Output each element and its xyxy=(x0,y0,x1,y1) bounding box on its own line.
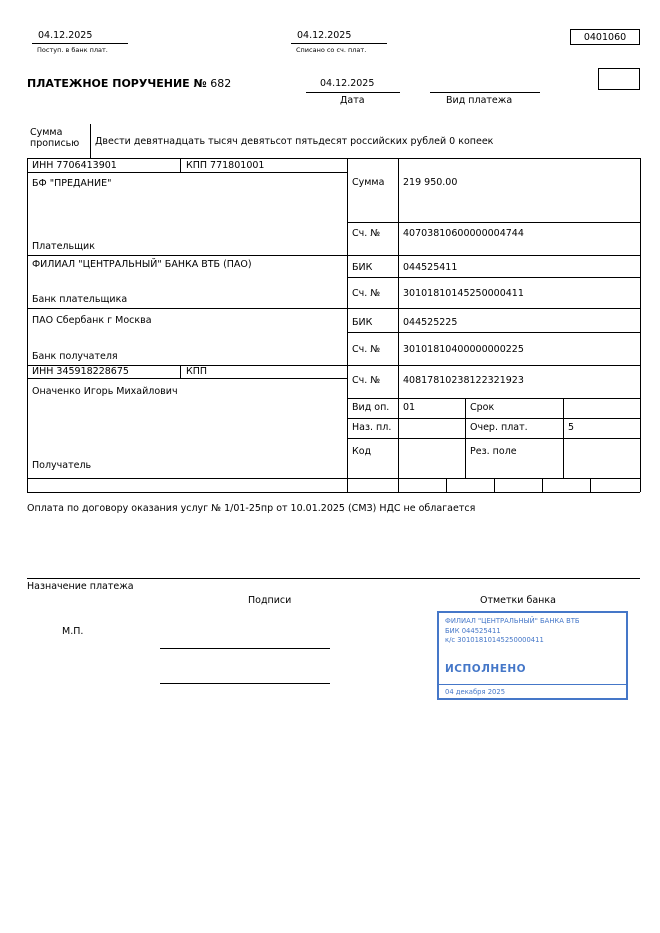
amount-words-text: Двести девятнадцать тысяч девятьсот пятьдесят российских рублей 0 копеек xyxy=(95,136,494,147)
document-date-underline xyxy=(306,92,400,93)
reserve-caption: Рез. поле xyxy=(470,446,517,457)
amount-words-caption: Сумма прописью xyxy=(30,127,80,149)
grid-line xyxy=(27,172,347,173)
grid-line xyxy=(347,398,640,399)
payer-inn: ИНН 7706413901 xyxy=(32,160,117,171)
payee-bank-caption: Банк получателя xyxy=(32,351,118,362)
purpose-caption: Назначение платежа xyxy=(27,581,134,592)
grid-line xyxy=(398,158,399,492)
grid-line xyxy=(542,478,543,492)
document-date: 04.12.2025 xyxy=(320,78,375,89)
grid-line xyxy=(27,308,640,309)
term-caption: Срок xyxy=(470,402,495,413)
payer-bank-caption: Банк плательщика xyxy=(32,294,128,305)
form-code-box xyxy=(570,29,640,45)
payment-kind-caption: Вид платежа xyxy=(446,95,513,106)
purpose-text: Оплата по договору оказания услуг № 1/01-25пр от 10.01.2025 (СМЗ) НДС не облагается xyxy=(27,503,476,514)
payment-kind-code-box xyxy=(598,68,640,90)
grid-line xyxy=(347,438,640,439)
grid-line xyxy=(347,222,640,223)
stamp-divider-line xyxy=(439,684,626,685)
stamp-status: ИСПОЛНЕНО xyxy=(445,663,527,675)
grid-line xyxy=(465,398,466,478)
grid-line xyxy=(347,277,640,278)
bank-marks-caption: Отметки банка xyxy=(480,595,556,606)
payer-bank-account-caption: Сч. № xyxy=(352,288,381,299)
grid-line xyxy=(180,158,181,172)
signatures-caption: Подписи xyxy=(248,595,292,606)
stamp-date: 04 декабря 2025 xyxy=(445,688,506,696)
purpose-code-caption: Наз. пл. xyxy=(352,422,392,433)
title-label: ПЛАТЕЖНОЕ ПОРУЧЕНИЕ № xyxy=(27,77,207,90)
payer-bank-name: ФИЛИАЛ "ЦЕНТРАЛЬНЫЙ" БАНКА ВТБ (ПАО) xyxy=(32,259,252,270)
grid-line xyxy=(347,418,640,419)
payee-account: 40817810238122321923 xyxy=(403,375,524,386)
op-kind-caption: Вид оп. xyxy=(352,402,390,413)
code-caption: Код xyxy=(352,446,372,457)
grid-line xyxy=(563,398,564,478)
grid-line xyxy=(180,365,181,378)
payee-bank-account: 30101810400000000225 xyxy=(403,344,524,355)
stamp-corr-account: к/с 30101810145250000411 xyxy=(445,636,544,644)
grid-line xyxy=(27,492,640,493)
received-date-caption: Поступ. в банк плат. xyxy=(37,46,108,54)
debited-date-caption: Списано со сч. плат. xyxy=(296,46,367,54)
amount-caption: Сумма xyxy=(352,177,385,188)
payee-bank-name: ПАО Сбербанк г Москва xyxy=(32,315,152,326)
payment-kind-underline xyxy=(430,92,540,93)
form-code: 0401060 xyxy=(583,31,627,43)
debited-date: 04.12.2025 xyxy=(297,30,352,41)
grid-line xyxy=(590,478,591,492)
grid-line xyxy=(27,378,347,379)
mp-label: М.П. xyxy=(62,626,84,637)
grid-line xyxy=(494,478,495,492)
received-date: 04.12.2025 xyxy=(38,30,93,41)
document-title xyxy=(27,77,231,90)
payer-kpp: КПП 771801001 xyxy=(186,160,265,171)
payer-bank-bik: 044525411 xyxy=(403,262,458,273)
amount-value: 219 950.00 xyxy=(403,177,458,188)
grid-line xyxy=(640,158,641,492)
stamp-bank-name: ФИЛИАЛ "ЦЕНТРАЛЬНЫЙ" БАНКА ВТБ xyxy=(445,617,580,625)
grid-line xyxy=(347,158,348,492)
grid-line xyxy=(27,478,640,479)
payer-name: БФ "ПРЕДАНИЕ" xyxy=(32,178,112,189)
payee-name: Оначенко Игорь Михайлович xyxy=(32,386,178,397)
grid-line xyxy=(27,255,640,256)
document-number: 682 xyxy=(210,77,232,90)
purpose-line xyxy=(27,578,640,579)
payee-bank-bik-caption: БИК xyxy=(352,317,373,328)
payer-account-caption: Сч. № xyxy=(352,228,381,239)
op-kind-value: 01 xyxy=(403,402,416,413)
payer-account: 40703810600000004744 xyxy=(403,228,524,239)
payer-caption: Плательщик xyxy=(32,241,95,252)
signature-line xyxy=(160,648,330,649)
priority-caption: Очер. плат. xyxy=(470,422,528,433)
payee-caption: Получатель xyxy=(32,460,92,471)
grid-line xyxy=(446,478,447,492)
payee-bank-account-caption: Сч. № xyxy=(352,344,381,355)
payee-account-caption: Сч. № xyxy=(352,375,381,386)
priority-value: 5 xyxy=(568,422,575,433)
stamp-bik: БИК 044525411 xyxy=(445,627,501,635)
payer-bank-bik-caption: БИК xyxy=(352,262,373,273)
grid-line xyxy=(27,158,640,159)
signature-line xyxy=(160,683,330,684)
payee-kpp-caption: КПП xyxy=(186,366,208,377)
debited-date-underline xyxy=(291,43,387,44)
bank-stamp xyxy=(437,611,628,700)
payee-bank-bik: 044525225 xyxy=(403,317,458,328)
payee-inn: ИНН 345918228675 xyxy=(32,366,129,377)
grid-line xyxy=(347,332,640,333)
grid-line xyxy=(27,158,28,492)
payer-bank-account: 30101810145250000411 xyxy=(403,288,524,299)
received-date-underline xyxy=(32,43,128,44)
document-date-caption: Дата xyxy=(340,95,365,106)
amount-words-divider xyxy=(90,124,91,158)
